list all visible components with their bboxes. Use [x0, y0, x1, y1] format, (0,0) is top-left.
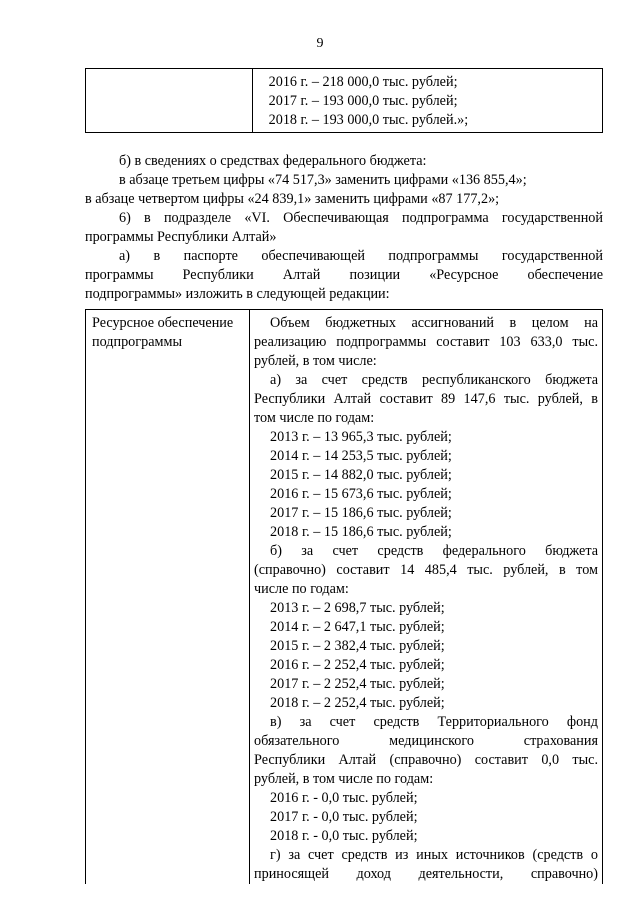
- text-line: том числе по годам:: [254, 410, 375, 426]
- text-line: Республики Алтай (справочно) составит 0,0 тыс.: [254, 752, 598, 768]
- page-number: 9: [316, 36, 324, 51]
- year-line: 2015 г. – 14 882,0 тыс. рублей;: [270, 467, 452, 483]
- text-line: рублей, в том числе:: [254, 353, 377, 369]
- paragraph-third-abzac: в абзаце третьем цифры «74 517,3» заменить цифрами «136 855,4»;: [119, 172, 527, 188]
- year-line: 2016 г. – 2 252,4 тыс. рублей;: [270, 657, 445, 673]
- text-line: Объем бюджетных ассигнований в целом на: [270, 315, 598, 331]
- text-line: приносящей доход деятельности, справочно): [254, 866, 598, 882]
- year-line: 2017 г. – 15 186,6 тыс. рублей;: [270, 505, 452, 521]
- resource-provision-table: [85, 309, 603, 884]
- paragraph-fourth-abzac: в абзаце четвертом цифры «24 839,1» заменить цифрами «87 177,2»;: [85, 191, 500, 207]
- year-line: 2016 г. – 15 673,6 тыс. рублей;: [270, 486, 452, 502]
- text-line: г) за счет средств из иных источников (средств о: [270, 847, 598, 863]
- continuation-values-cell: [252, 69, 602, 133]
- year-line: 2018 г. - 0,0 тыс. рублей;: [270, 828, 418, 844]
- text-line: обязательного медицинского страхования: [254, 733, 598, 749]
- text-line: а) за счет средств республиканского бюджета: [270, 372, 598, 388]
- year-line: 2018 г. – 2 252,4 тыс. рублей;: [270, 695, 445, 711]
- paragraph-subsection-line2: программы Республики Алтай»: [85, 229, 277, 245]
- year-line: 2018 г. – 193 000,0 тыс. рублей.»;: [268, 112, 469, 128]
- year-line: 2015 г. – 2 382,4 тыс. рублей;: [270, 638, 445, 654]
- text-line: числе по годам:: [254, 581, 349, 597]
- paragraph-passport-line2: программы Республики Алтай позиции «Ресурсное обеспечение: [85, 267, 603, 283]
- text-line: реализацию подпрограммы составит 103 633,0 тыс.: [254, 334, 598, 350]
- resource-values-cell: [250, 310, 603, 885]
- paragraph-passport-line3: подпрограммы» изложить в следующей редакции:: [85, 286, 390, 302]
- resource-label-cell: Ресурсное обеспечение подпрограммы: [86, 310, 250, 885]
- paragraph-passport-line1: а) в паспорте обеспечивающей подпрограммы государственной: [119, 248, 603, 264]
- text-line: (справочно) составит 14 485,4 тыс. рублей, в том: [254, 562, 598, 578]
- year-line: 2017 г. - 0,0 тыс. рублей;: [270, 809, 418, 825]
- year-line: 2017 г. – 2 252,4 тыс. рублей;: [270, 676, 445, 692]
- text-line: Республики Алтай составит 89 147,6 тыс. рублей, в: [254, 391, 598, 407]
- text-line: рублей, в том числе по годам:: [254, 771, 434, 787]
- year-line: 2017 г. – 193 000,0 тыс. рублей;: [268, 93, 458, 109]
- text-line: в) за счет средств Территориального фонд: [270, 714, 598, 730]
- year-line: 2013 г. – 13 965,3 тыс. рублей;: [270, 429, 452, 445]
- year-line: 2014 г. – 14 253,5 тыс. рублей;: [270, 448, 452, 464]
- continuation-table: [85, 68, 603, 133]
- paragraph-subsection-line1: 6) в подразделе «VI. Обеспечивающая подпрограмма государственной: [119, 210, 603, 226]
- year-line: 2013 г. – 2 698,7 тыс. рублей;: [270, 600, 445, 616]
- year-line: 2018 г. – 15 186,6 тыс. рублей;: [270, 524, 452, 540]
- year-line: 2014 г. – 2 647,1 тыс. рублей;: [270, 619, 445, 635]
- text-line: б) за счет средств федерального бюджета: [270, 543, 598, 559]
- year-line: 2016 г. – 218 000,0 тыс. рублей;: [268, 74, 458, 90]
- year-line: 2016 г. - 0,0 тыс. рублей;: [270, 790, 418, 806]
- empty-label-cell: [86, 69, 253, 133]
- paragraph-federal-budget: б) в сведениях о средствах федерального бюджета:: [119, 153, 427, 169]
